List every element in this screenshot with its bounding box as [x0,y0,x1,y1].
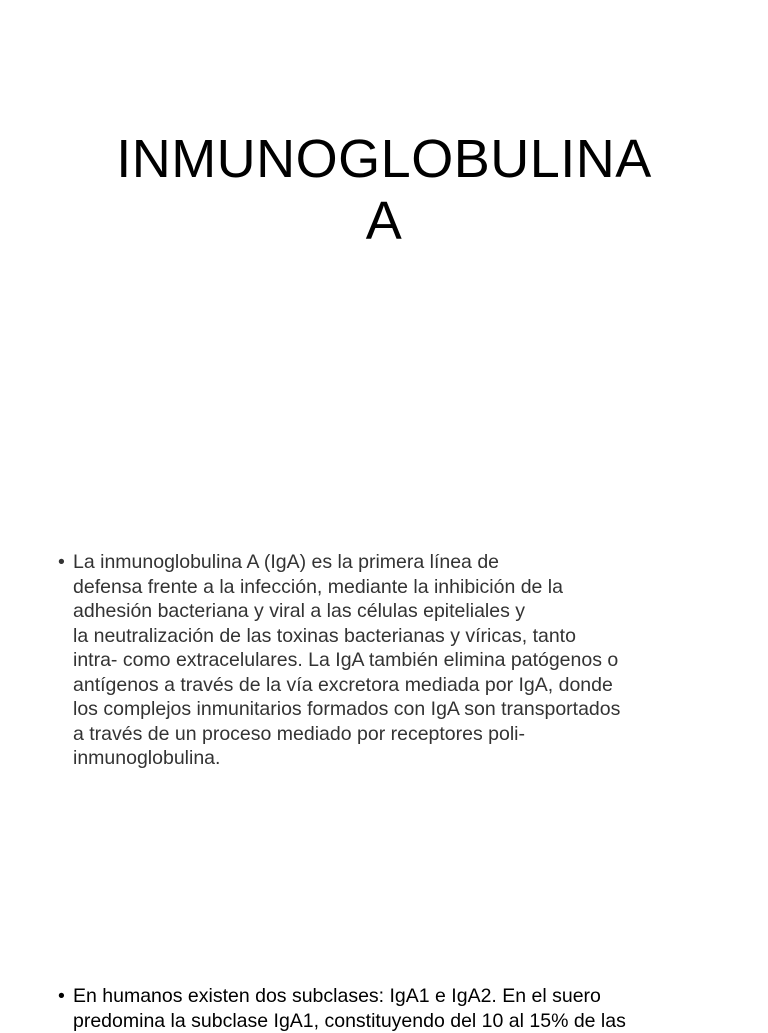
text-line: los complejos inmunitarios formados con IgA son transportados [73,697,718,722]
text-line: adhesión bacteriana y viral a las células epiteliales y [73,599,718,624]
text-line: inmunoglobulina. [73,746,718,771]
slide-title [40,128,728,252]
bullet-marker: • [58,550,72,575]
text-line: a través de un proceso mediado por receptores poli- [73,722,718,747]
bullet-item-iga-subclasses [58,984,718,1033]
bullet-text [73,550,718,771]
text-line: defensa frente a la infección, mediante la inhibición de la [73,575,718,600]
text-line: predomina la subclase IgA1, constituyendo del 10 al 15% de las [73,1009,718,1033]
bullet-item-iga-definition [58,550,718,771]
text-line: intra- como extracelulares. La IgA también elimina patógenos o [73,648,718,673]
title-line-1: INMUNOGLOBULINA [40,128,728,190]
text-line: La inmunoglobulina A (IgA) es la primera línea de [73,550,718,575]
bullet-marker: • [58,984,72,1009]
text-line: antígenos a través de la vía excretora mediada por IgA, donde [73,673,718,698]
title-line-2: A [40,190,728,252]
bullet-text [73,984,718,1033]
text-line: la neutralización de las toxinas bacterianas y víricas, tanto [73,624,718,649]
text-line: En humanos existen dos subclases: IgA1 e IgA2. En el suero [73,984,718,1009]
